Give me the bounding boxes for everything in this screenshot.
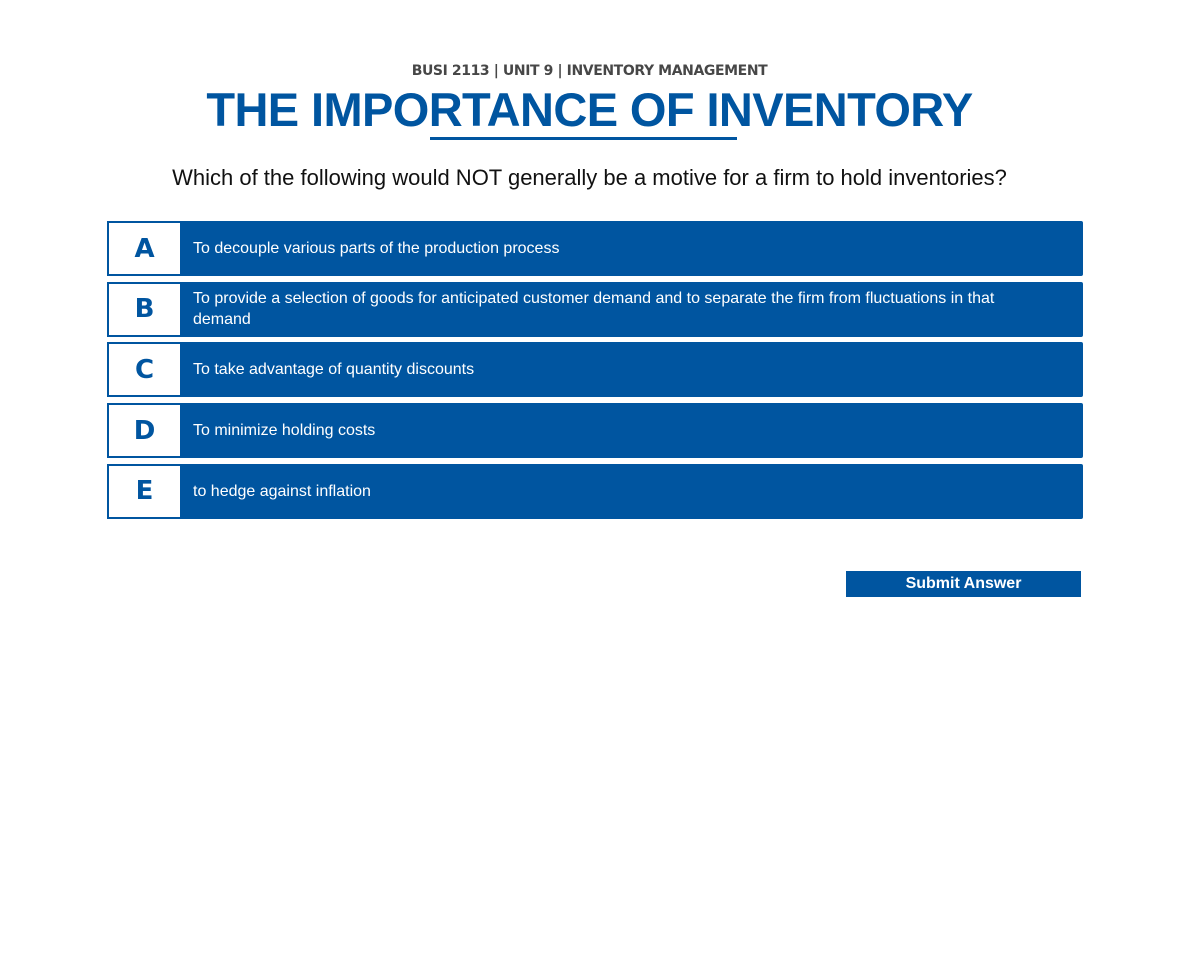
option-b-text: To provide a selection of goods for anticipated customer demand and to separate the firm from fluctuations in that demand	[182, 282, 1083, 337]
submit-answer-button[interactable]: Submit Answer	[846, 571, 1081, 597]
option-e[interactable]	[107, 464, 1083, 519]
course-subtitle: BUSI 2113 | UNIT 9 | INVENTORY MANAGEMENT	[411, 63, 768, 79]
option-a-text: To decouple various parts of the production process	[182, 221, 1083, 276]
option-d[interactable]	[107, 403, 1083, 458]
option-b[interactable]	[107, 282, 1083, 337]
page-title: THE IMPORTANCE OF INVENTORY	[206, 83, 973, 136]
question-text: Which of the following would NOT generally be a motive for a firm to hold inventories?	[172, 165, 1007, 190]
option-c[interactable]	[107, 342, 1083, 397]
option-b-letter: B	[107, 282, 182, 337]
answer-options	[107, 221, 1083, 524]
option-a-letter: A	[107, 221, 182, 276]
option-d-text: To minimize holding costs	[182, 403, 1083, 458]
option-a[interactable]	[107, 221, 1083, 276]
option-e-text: to hedge against inflation	[182, 464, 1083, 519]
option-c-text: To take advantage of quantity discounts	[182, 342, 1083, 397]
title-underline	[430, 137, 737, 140]
option-c-letter: C	[107, 342, 182, 397]
option-e-letter: E	[107, 464, 182, 519]
option-d-letter: D	[107, 403, 182, 458]
